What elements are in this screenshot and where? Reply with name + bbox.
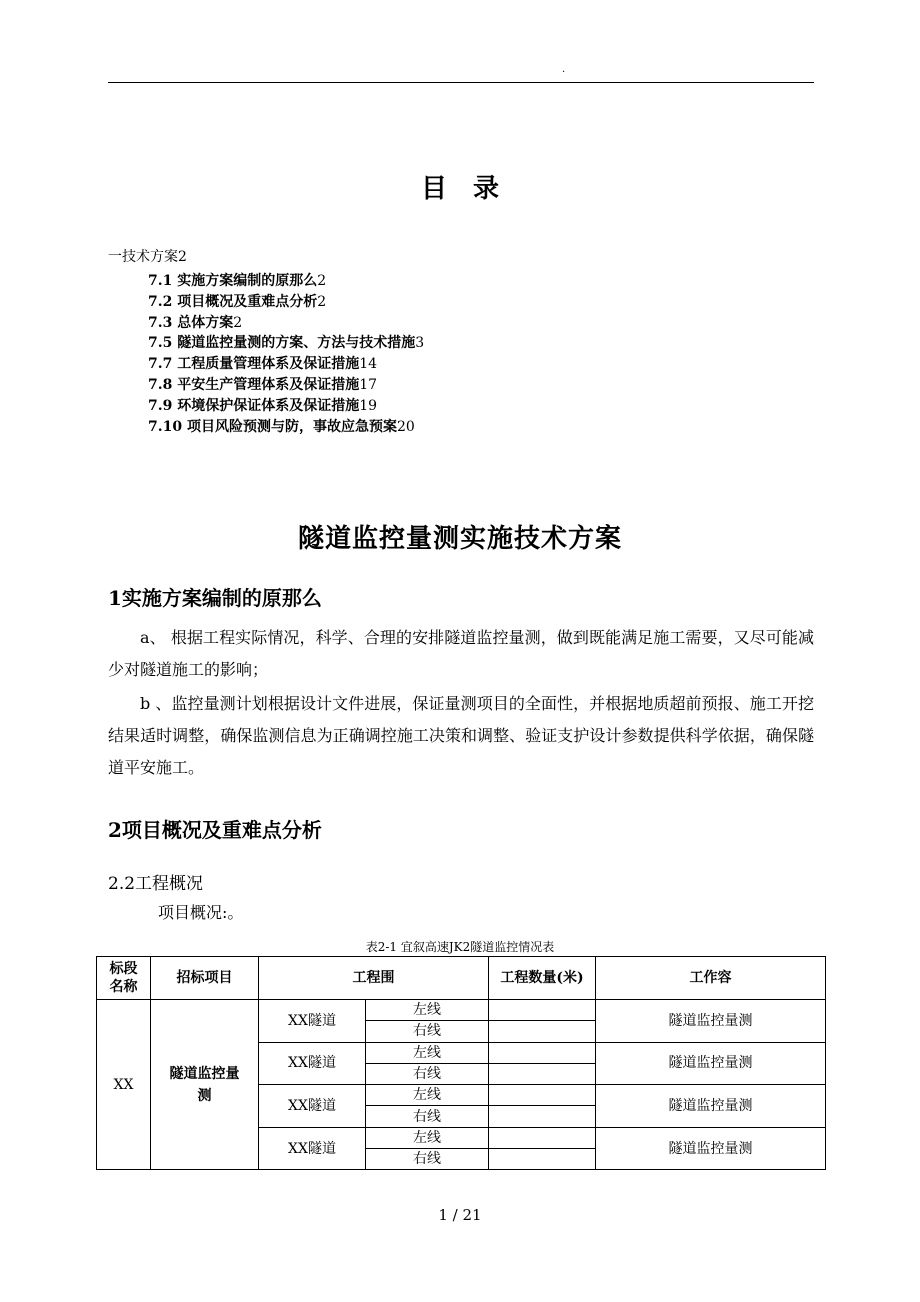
cell-quantity <box>489 1127 596 1148</box>
cell-tunnel-name: XX隧道 <box>259 1085 366 1128</box>
toc-item[interactable] <box>148 313 424 334</box>
page-number: 1 / 21 <box>438 1206 482 1224</box>
cell-work: 隧道监控量测 <box>596 1000 826 1043</box>
section1-para-b: b 、监控量测计划根据设计文件进展，保证量测项目的全面性，并根据地质超前预报、施工开挖结果适时调整，确保监测信息为正确调控施工决策和调整、验证支护设计参数提供科学依据，确保隧道平安施工。 <box>108 694 814 777</box>
toc-item-label: 7.3 总体方案 <box>148 314 234 331</box>
section1-heading: 1实施方案编制的原那么 <box>108 586 322 610</box>
section2-heading: 2项目概况及重难点分析 <box>108 818 322 842</box>
toc-list <box>148 271 424 437</box>
toc-item[interactable] <box>148 271 424 292</box>
toc-item-label: 7.10 项目风险预测与防，事故应急预案 <box>148 418 397 435</box>
toc-head: 一技术方案2 <box>108 249 187 265</box>
toc-item-page: 14 <box>359 356 378 373</box>
toc-item-label: 7.8 平安生产管理体系及保证措施 <box>148 376 360 393</box>
section2-intro: 项目概况:。 <box>158 903 244 922</box>
toc-item[interactable] <box>148 292 424 313</box>
cell-quantity <box>489 1000 596 1021</box>
section2-subheading: 2.2工程概况 <box>108 874 204 894</box>
toc-item-page: 2 <box>317 273 327 289</box>
section1-para-a: a、 根据工程实际情况，科学、合理的安排隧道监控量测，做到既能满足施工需要，又尽可能减少对隧道施工的影响； <box>108 628 814 679</box>
toc-item-page: 2 <box>233 314 243 331</box>
toc-item[interactable] <box>148 417 424 438</box>
toc-item[interactable] <box>148 354 424 375</box>
toc-item-page: 19 <box>359 397 378 414</box>
header-section-name: 标段名称 <box>97 957 151 1000</box>
cell-quantity <box>489 1149 596 1170</box>
table-caption: 表2-1 宜叙高速JK2隧道监控情况表 <box>365 940 555 954</box>
toc-item-label: 7.2 项目概况及重难点分析 <box>148 293 318 310</box>
header-scope: 工程围 <box>259 957 489 1000</box>
cell-quantity <box>489 1063 596 1084</box>
toc-item-label: 7.1 实施方案编制的原那么 <box>148 273 318 289</box>
toc-item-label: 7.7 工程质量管理体系及保证措施 <box>148 356 360 373</box>
cell-line: 左线 <box>366 1085 489 1106</box>
toc-item[interactable] <box>148 333 424 354</box>
header-project: 招标项目 <box>151 957 259 1000</box>
cell-work: 隧道监控量测 <box>596 1127 826 1170</box>
tunnel-monitoring-table <box>96 956 826 1170</box>
cell-project: 隧道监控量测 <box>151 1000 259 1170</box>
cell-quantity <box>489 1085 596 1106</box>
cell-quantity <box>489 1042 596 1063</box>
cell-line: 右线 <box>366 1063 489 1084</box>
table-header-row <box>97 957 826 1000</box>
toc-item[interactable] <box>148 375 424 396</box>
cell-tunnel-name: XX隧道 <box>259 1127 366 1170</box>
toc-item-page: 20 <box>396 418 415 435</box>
header-work: 工作容 <box>596 957 826 1000</box>
cell-work: 隧道监控量测 <box>596 1042 826 1085</box>
toc-item-page: 3 <box>415 335 425 352</box>
header-quantity: 工程数量(米) <box>489 957 596 1000</box>
header-dot: . <box>562 64 566 75</box>
cell-section-name: XX <box>97 1000 151 1170</box>
toc-title: 目录 <box>420 174 525 204</box>
cell-line: 右线 <box>366 1021 489 1042</box>
toc-item-label: 7.5 隧道监控量测的方案、方法与技术措施 <box>148 335 416 352</box>
toc-item-label: 7.9 环境保护保证体系及保证措施 <box>148 397 360 414</box>
cell-tunnel-name: XX隧道 <box>259 1000 366 1043</box>
cell-line: 右线 <box>366 1149 489 1170</box>
cell-tunnel-name: XX隧道 <box>259 1042 366 1085</box>
cell-line: 左线 <box>366 1042 489 1063</box>
cell-line: 左线 <box>366 1000 489 1021</box>
cell-quantity <box>489 1021 596 1042</box>
toc-item-page: 2 <box>317 293 327 310</box>
document-title: 隧道监控量测实施技术方案 <box>297 524 622 554</box>
table-row <box>97 1000 826 1021</box>
cell-line: 左线 <box>366 1127 489 1148</box>
cell-quantity <box>489 1106 596 1127</box>
toc-item[interactable] <box>148 396 424 417</box>
cell-line: 右线 <box>366 1106 489 1127</box>
header-rule <box>108 82 814 83</box>
toc-item-page: 17 <box>359 376 378 393</box>
cell-work: 隧道监控量测 <box>596 1085 826 1128</box>
